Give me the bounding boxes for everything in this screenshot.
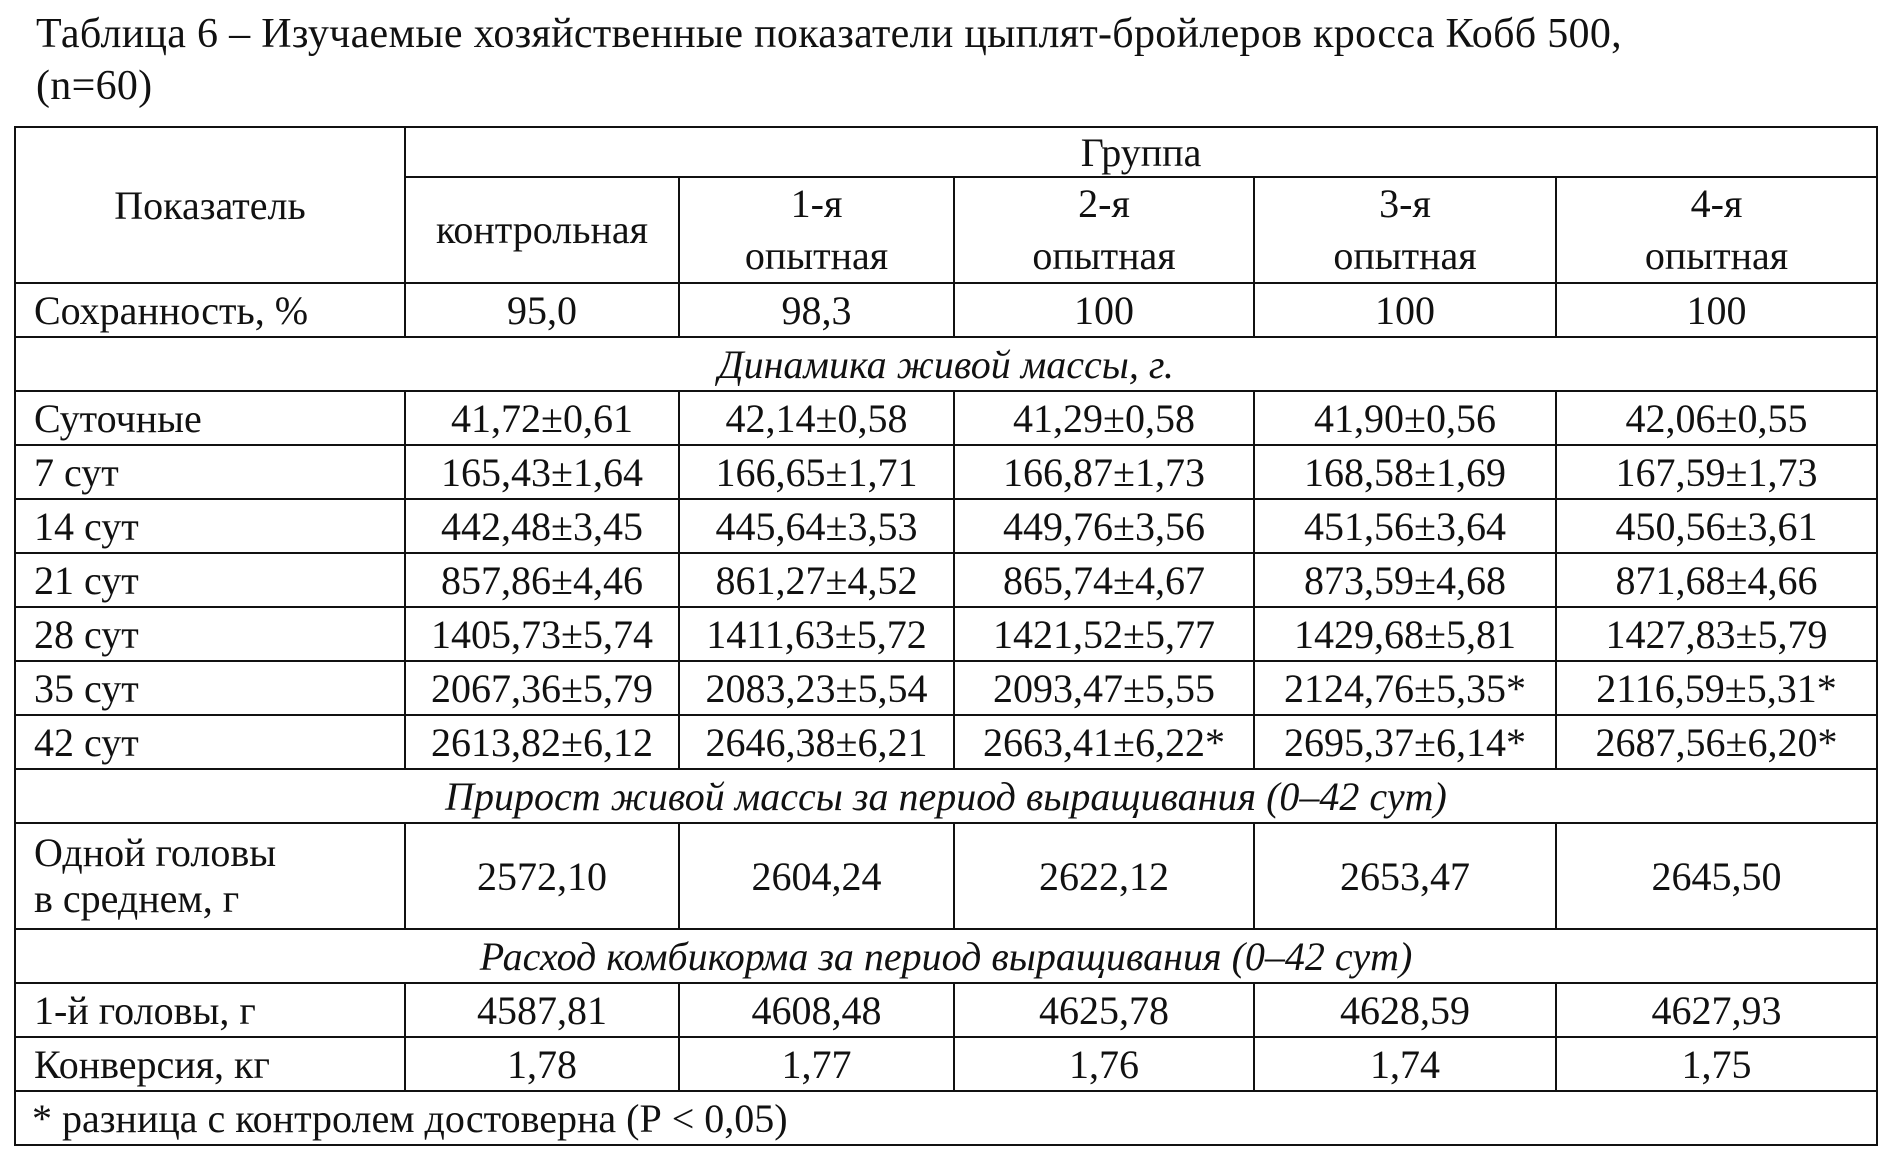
table-cell: 167,59±1,73 <box>1556 445 1877 499</box>
table-cell: 2116,59±5,31* <box>1556 661 1877 715</box>
table-row <box>15 391 1877 445</box>
table-cell: 2645,50 <box>1556 823 1877 929</box>
table-cell: 2093,47±5,55 <box>954 661 1254 715</box>
header-group: Группа <box>405 127 1877 177</box>
table-cell: 871,68±4,66 <box>1556 553 1877 607</box>
header-indicator: Показатель <box>15 127 405 283</box>
table-cell: 41,90±0,56 <box>1254 391 1556 445</box>
table-cell: 4627,93 <box>1556 983 1877 1037</box>
table-cell: 2653,47 <box>1254 823 1556 929</box>
table-cell: 1411,63±5,72 <box>679 607 954 661</box>
header-col-control: контрольная <box>405 177 679 283</box>
row-label: 28 сут <box>15 607 405 661</box>
row-label: Суточные <box>15 391 405 445</box>
data-table <box>14 126 1878 1146</box>
footnote-row <box>15 1091 1877 1145</box>
section-row-feed <box>15 929 1877 983</box>
row-label: 1-й головы, г <box>15 983 405 1037</box>
table-row <box>15 1037 1877 1091</box>
table-cell: 1,77 <box>679 1037 954 1091</box>
table-row <box>15 607 1877 661</box>
row-label: 35 сут <box>15 661 405 715</box>
row-label: Одной головы в среднем, г <box>15 823 405 929</box>
table-cell: 1,76 <box>954 1037 1254 1091</box>
table-cell: 100 <box>1254 283 1556 337</box>
table-cell: 41,72±0,61 <box>405 391 679 445</box>
table-row <box>15 983 1877 1037</box>
table-cell: 2646,38±6,21 <box>679 715 954 769</box>
table-cell: 857,86±4,46 <box>405 553 679 607</box>
table-cell: 4608,48 <box>679 983 954 1037</box>
table-cell: 1405,73±5,74 <box>405 607 679 661</box>
row-label: 21 сут <box>15 553 405 607</box>
header-col-exp-3: 3-я опытная <box>1254 177 1556 283</box>
table-row <box>15 715 1877 769</box>
table-cell: 4625,78 <box>954 983 1254 1037</box>
table-cell: 1429,68±5,81 <box>1254 607 1556 661</box>
table-cell: 100 <box>954 283 1254 337</box>
caption-line-1: Таблица 6 – Изучаемые хозяйственные показатели цыплят-бройлеров кросса Кобб 500, <box>36 11 1622 57</box>
table-cell: 41,29±0,58 <box>954 391 1254 445</box>
section-heading: Расход комбикорма за период выращивания (0–42 сут) <box>15 929 1877 983</box>
table-cell: 873,59±4,68 <box>1254 553 1556 607</box>
table-cell: 1421,52±5,77 <box>954 607 1254 661</box>
table-cell: 1427,83±5,79 <box>1556 607 1877 661</box>
table-cell: 1,78 <box>405 1037 679 1091</box>
table-cell: 42,06±0,55 <box>1556 391 1877 445</box>
table-cell: 4587,81 <box>405 983 679 1037</box>
table-cell: 861,27±4,52 <box>679 553 954 607</box>
table-cell: 165,43±1,64 <box>405 445 679 499</box>
table-cell: 2622,12 <box>954 823 1254 929</box>
table-cell: 450,56±3,61 <box>1556 499 1877 553</box>
table-cell: 2687,56±6,20* <box>1556 715 1877 769</box>
section-heading: Динамика живой массы, г. <box>15 337 1877 391</box>
table-row <box>15 499 1877 553</box>
table-row <box>15 445 1877 499</box>
table-cell: 95,0 <box>405 283 679 337</box>
caption-line-2: (n=60) <box>36 63 153 109</box>
table-row <box>15 661 1877 715</box>
footnote: * разница с контролем достоверна (Р < 0,05) <box>15 1091 1877 1145</box>
row-label: 14 сут <box>15 499 405 553</box>
table-cell: 1,74 <box>1254 1037 1556 1091</box>
table-cell: 1,75 <box>1556 1037 1877 1091</box>
row-label: 42 сут <box>15 715 405 769</box>
table-cell: 2124,76±5,35* <box>1254 661 1556 715</box>
table-cell: 2613,82±6,12 <box>405 715 679 769</box>
table-cell: 442,48±3,45 <box>405 499 679 553</box>
table-cell: 166,87±1,73 <box>954 445 1254 499</box>
table-cell: 2695,37±6,14* <box>1254 715 1556 769</box>
header-col-exp-4: 4-я опытная <box>1556 177 1877 283</box>
table-cell: 2572,10 <box>405 823 679 929</box>
header-col-exp-1: 1-я опытная <box>679 177 954 283</box>
table-cell: 2083,23±5,54 <box>679 661 954 715</box>
table-row-safety <box>15 283 1877 337</box>
section-row-mass <box>15 337 1877 391</box>
header-col-exp-2: 2-я опытная <box>954 177 1254 283</box>
row-label: Сохранность, % <box>15 283 405 337</box>
table-cell: 98,3 <box>679 283 954 337</box>
table-cell: 100 <box>1556 283 1877 337</box>
table-cell: 42,14±0,58 <box>679 391 954 445</box>
table-cell: 166,65±1,71 <box>679 445 954 499</box>
table-cell: 168,58±1,69 <box>1254 445 1556 499</box>
table-cell: 445,64±3,53 <box>679 499 954 553</box>
section-row-gain <box>15 769 1877 823</box>
table-cell: 451,56±3,64 <box>1254 499 1556 553</box>
table-cell: 2663,41±6,22* <box>954 715 1254 769</box>
table-row <box>15 553 1877 607</box>
table-row-gain <box>15 823 1877 929</box>
table-cell: 2067,36±5,79 <box>405 661 679 715</box>
header-row-group <box>15 127 1877 177</box>
row-label: Конверсия, кг <box>15 1037 405 1091</box>
table-caption <box>36 8 1866 112</box>
section-heading: Прирост живой массы за период выращивания (0–42 сут) <box>15 769 1877 823</box>
table-cell: 2604,24 <box>679 823 954 929</box>
row-label: 7 сут <box>15 445 405 499</box>
table-cell: 4628,59 <box>1254 983 1556 1037</box>
table-cell: 865,74±4,67 <box>954 553 1254 607</box>
table-cell: 449,76±3,56 <box>954 499 1254 553</box>
